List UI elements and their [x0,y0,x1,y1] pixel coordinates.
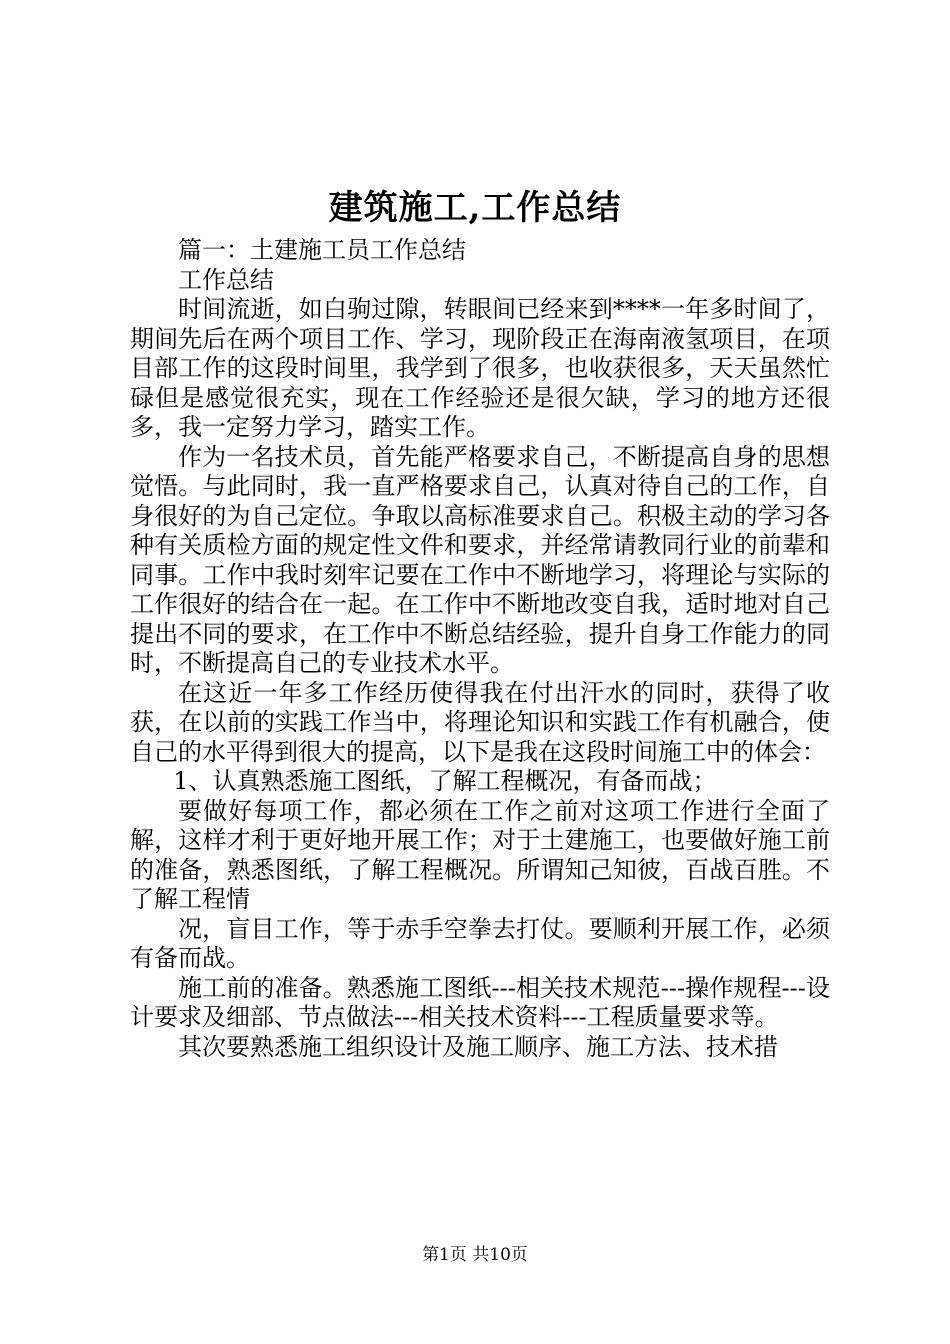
paragraph: 要做好每项工作，都必须在工作之前对这项工作进行全面了解，这样才利于更好地开展工作；对于土建施工，也要做好施工前的准备，熟悉图纸，了解工程概况。所谓知己知彼，百战百胜。不了解工程情 [130,796,830,913]
paragraph: 在这近一年多工作经历使得我在付出汗水的同时，获得了收获，在以前的实践工作当中，将理论知识和实践工作有机融合，使自己的水平得到很大的提高，以下是我在这段时间施工中的体会： [130,678,830,766]
paragraph: 时间流逝，如白驹过隙，转眼间已经来到****一年多时间了，期间先后在两个项目工作、学习，现阶段正在海南液氢项目，在项目部工作的这段时间里，我学到了很多，也收获很多，天天虽然忙碌但是感觉很充实，现在工作经验还是很欠缺，学习的地方还很多，我一定努力学习，踏实工作。 [130,295,830,441]
paragraph: 作为一名技术员，首先能严格要求自己，不断提高自身的思想觉悟。与此同时，我一直严格要求自己，认真对待自己的工作，自身很好的为自己定位。争取以高标准要求自己。积极主动的学习各种有关质检方面的规定性文件和要求，并经常请教同行业的前辈和同事。工作中我时刻牢记要在工作中不断地学习，将理论与实际的工作很好的结合在一起。在工作中不断地改变自我，适时地对自己提出不同的要求，在工作中不断总结经验，提升自身工作能力的同时，不断提高自己的专业技术水平。 [130,442,830,677]
page-footer: 第1页 共10页 [422,1245,528,1265]
paragraph: 其次要熟悉施工组织设计及施工顺序、施工方法、技术措 [178,1032,778,1061]
section-heading: 篇一：土建施工员工作总结 [178,236,466,264]
subheading: 工作总结 [178,265,274,294]
numbered-item: 1、认真熟悉施工图纸，了解工程概况，有备而战； [173,767,717,795]
document-body [130,236,830,1062]
paragraph: 施工前的准备。熟悉施工图纸---相关技术规范---操作规程---设计要求及细部、节点做法---相关技术资料---工程质量要求等。 [130,973,830,1031]
paragraph: 况，盲目工作，等于赤手空拳去打仗。要顺利开展工作，必须有备而战。 [130,914,830,972]
document-title: 建筑施工,工作总结 [328,188,622,228]
